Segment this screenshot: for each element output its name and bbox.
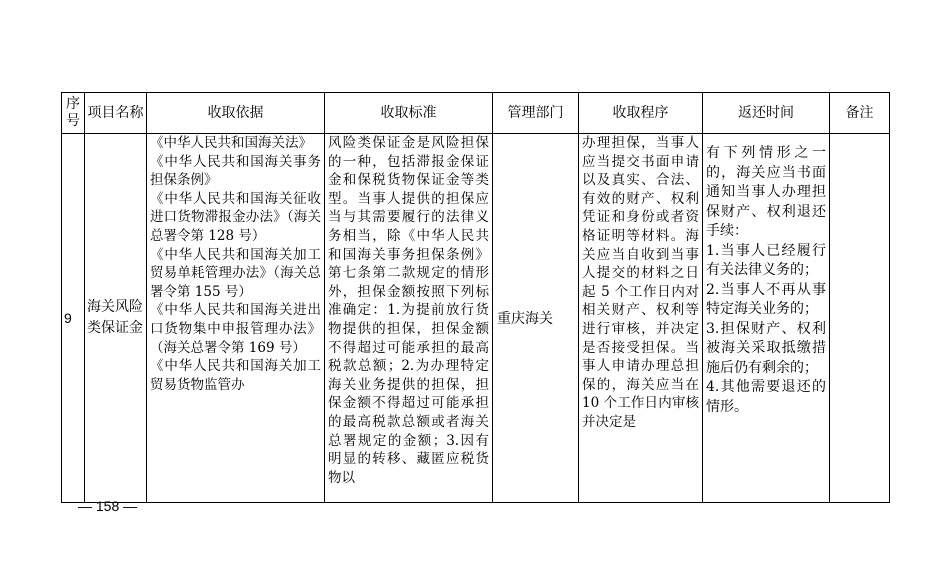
basis-line: 《中华人民共和国海关进出口货物集中申报管理办法》（海关总署令第 169 号） [150, 302, 321, 356]
header-procedure: 收取程序 [579, 93, 703, 134]
fee-table [61, 92, 890, 503]
return-line: 4.其他需要退还的情形。 [706, 379, 826, 415]
header-basis: 收取依据 [147, 93, 325, 134]
header-standard: 收取标准 [325, 93, 493, 134]
header-department: 管理部门 [493, 93, 579, 134]
basis-line: 《中华人民共和国海关加工贸易单耗管理办法》（海关总署令第 155 号） [150, 246, 321, 300]
return-line: 3.担保财产、权利被海关采取抵缴措施后仍有剩余的； [706, 320, 826, 376]
basis-line: 《中华人民共和国海关征收进口货物滞报金办法》（海关总署令第 128 号） [150, 190, 321, 244]
return-line: 1.当事人已经履行有关法律义务的； [706, 242, 826, 278]
header-seq: 序号 [62, 93, 85, 134]
row-item-name: 海关风险类保证金 [87, 299, 143, 336]
row-department: 重庆海关 [497, 311, 553, 327]
basis-line: 《中华人民共和国海关加工贸易货物监管办 [150, 358, 321, 393]
row-return-time [703, 134, 829, 502]
page-number: — 158 — [78, 498, 138, 514]
row-note [830, 134, 889, 492]
header-row [62, 93, 890, 134]
row-procedure: 办理担保，当事人应当提交书面申请以及真实、合法、有效的财产、权利凭证和身份或者资格证明等材料。海关应当自收到当事人提交的材料之日起 5 个工作日内对相关财产、权利等进行审核，并决定是否接受担保。当事人申请办理总担保的，海关应当在 10 个工作日内审核并决定是 [582, 135, 699, 430]
return-line: 2.当事人不再从事特定海关业务的； [706, 281, 826, 317]
header-name: 项目名称 [85, 93, 147, 134]
header-note: 备注 [830, 93, 890, 134]
row-basis [147, 134, 324, 492]
row-seq: 9 [64, 310, 72, 326]
header-return-time: 返还时间 [703, 93, 830, 134]
return-line: 有下列情形之一的，海关应当书面通知当事人办理担保财产、权利退还手续： [706, 145, 826, 239]
basis-line: 《中华人民共和国海关法》 [150, 135, 312, 151]
table-row [62, 134, 890, 503]
row-standard: 风险类保证金是风险担保的一种，包括滞报金保证金和保税货物保证金等类型。当事人提供的担保应当与其需要履行的法律义务相当，除《中华人民共和国海关事务担保条例》第七条第二款规定的情形外，担保金额按照下列标准确定：1.为提前放行货物提供的担保，担保金额不得超过可能承担的最高税款总额；2.为办理特定海关业务提供的担保，担保金额不得超过可能承担的最高税款总额或者海关总署规定的金额；3.因有明显的转移、藏匿应税货物以 [328, 135, 489, 486]
basis-line: 《中华人民共和国海关事务担保条例》 [150, 153, 321, 189]
